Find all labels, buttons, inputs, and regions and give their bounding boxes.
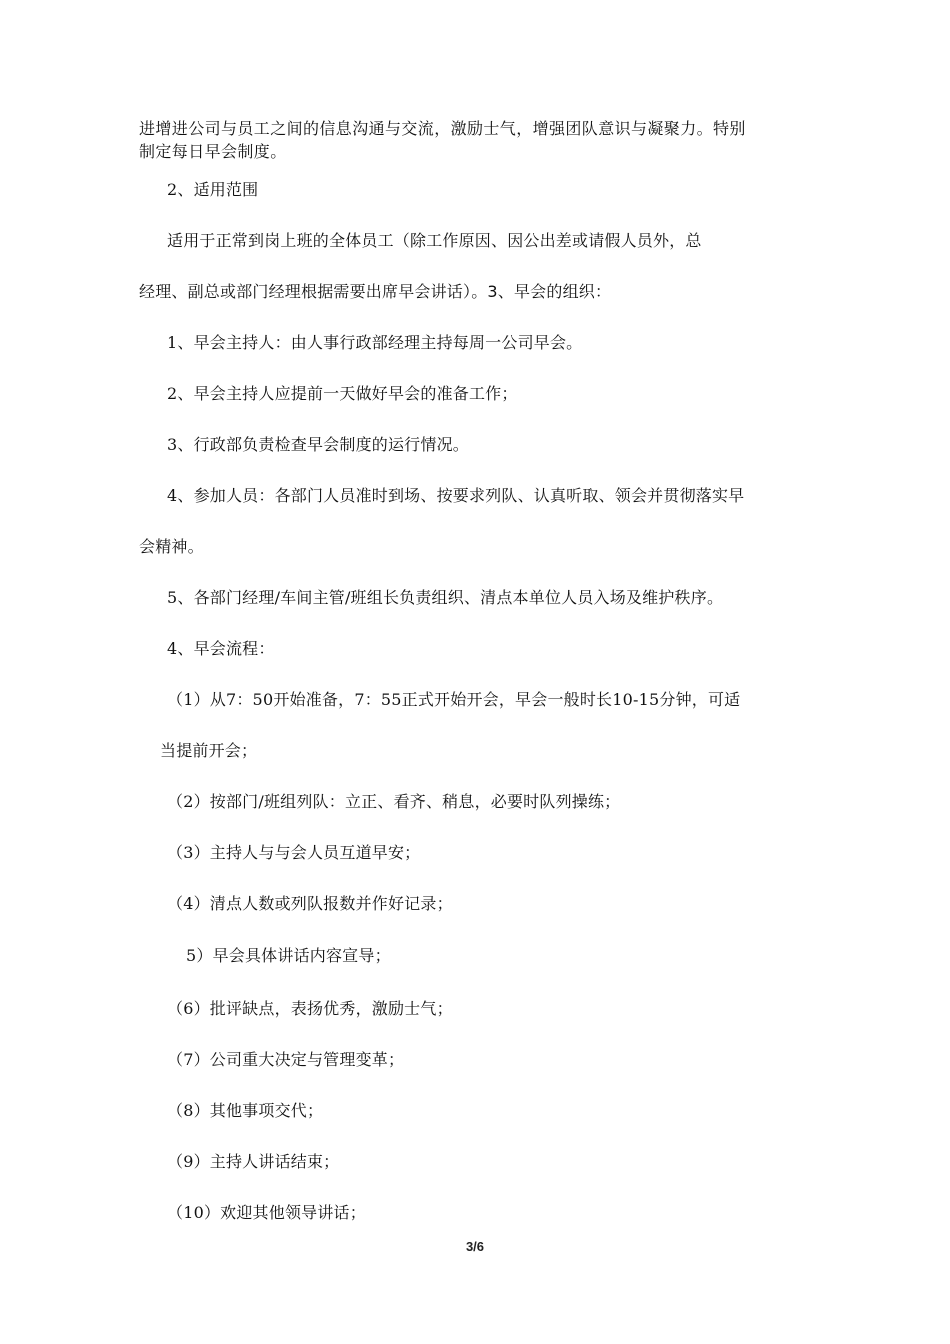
process-step-5: 5）早会具体讲话内容宣导； — [186, 946, 391, 965]
organization-item-2: 2、早会主持人应提前一天做好早会的准备工作； — [167, 384, 518, 403]
organization-item-4-line-1: 4、参加人员：各部门人员准时到场、按要求列队、认真听取、领会并贯彻落实早 — [167, 486, 745, 505]
process-step-6: （6）批评缺点，表扬优秀，激励士气； — [167, 999, 453, 1018]
organization-item-4-line-2: 会精神。 — [139, 537, 204, 556]
organization-item-5: 5、各部门经理/车间主管/班组长负责组织、清点本单位人员入场及维护秩序。 — [167, 588, 724, 607]
page-number: 3/6 — [465, 1239, 485, 1254]
process-step-7: （7）公司重大决定与管理变革； — [167, 1050, 405, 1069]
process-step-10: （10）欢迎其他领导讲话； — [167, 1203, 366, 1222]
scope-paragraph-line-1: 适用于正常到岗上班的全体员工（除工作原因、因公出差或请假人员外，总 — [167, 231, 702, 250]
section-heading-process: 4、早会流程： — [167, 639, 275, 658]
process-step-1-line-1: （1）从7：50开始准备，7：55正式开始开会，早会一般时长10-15分钟，可适 — [167, 690, 741, 709]
organization-item-3: 3、行政部负责检查早会制度的运行情况。 — [167, 435, 469, 454]
process-step-4: （4）清点人数或列队报数并作好记录； — [167, 894, 453, 913]
scope-paragraph-line-2: 经理、副总或部门经理根据需要出席早会讲话）。3、早会的组织： — [139, 282, 612, 301]
process-step-1-line-2: 当提前开会； — [160, 741, 258, 760]
process-step-2: （2）按部门/班组列队：立正、看齐、稍息，必要时队列操练； — [167, 792, 621, 811]
process-step-9: （9）主持人讲话结束； — [167, 1152, 340, 1171]
intro-line-2: 制定每日早会制度。 — [139, 142, 287, 161]
process-step-8: （8）其他事项交代； — [167, 1101, 324, 1120]
intro-line-1: 进增进公司与员工之间的信息沟通与交流，激励士气，增强团队意识与凝聚力。特别 — [139, 119, 746, 138]
process-step-3: （3）主持人与与会人员互道早安； — [167, 843, 421, 862]
section-heading-scope: 2、适用范围 — [167, 180, 259, 199]
organization-item-1: 1、早会主持人：由人事行政部经理主持每周一公司早会。 — [167, 333, 583, 352]
